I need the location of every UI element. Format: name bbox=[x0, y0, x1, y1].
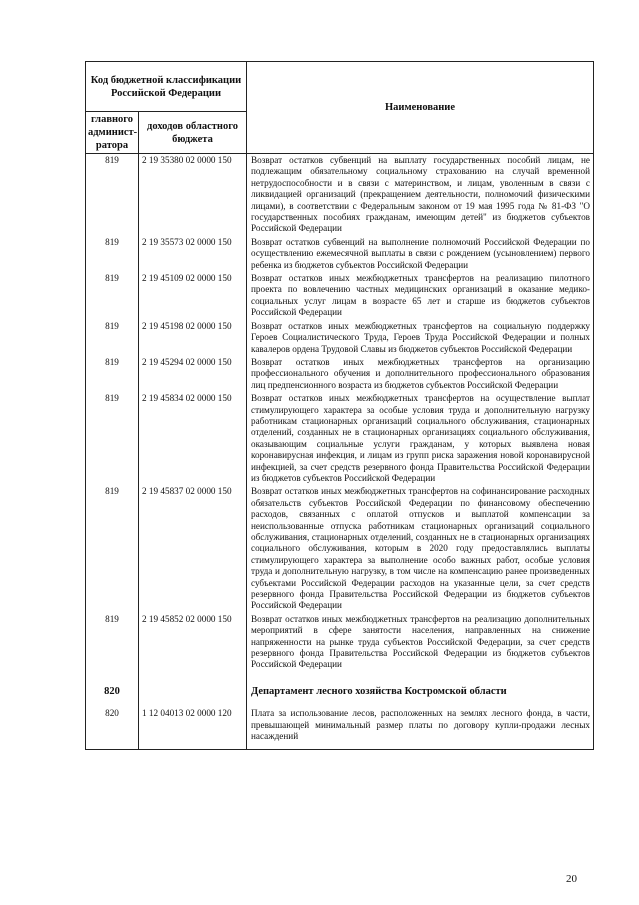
table-row bbox=[86, 356, 594, 392]
income-code: 2 19 45837 02 0000 150 bbox=[139, 485, 247, 612]
department-empty-cell bbox=[139, 672, 247, 707]
code-group-header: Код бюджетной классификации Российской Федерации bbox=[86, 62, 247, 112]
table-row bbox=[86, 320, 594, 356]
income-column-header: доходов областного бюджета bbox=[139, 112, 247, 154]
income-name: Плата за использование лесов, расположенных на землях лесного фонда, в части, превышающей минимальный размер платы по договору купли-продажи лесных насаждений bbox=[247, 707, 594, 749]
income-code: 2 19 45834 02 0000 150 bbox=[139, 392, 247, 485]
income-code: 2 19 45294 02 0000 150 bbox=[139, 356, 247, 392]
department-title: Департамент лесного хозяйства Костромской области bbox=[247, 672, 594, 707]
admin-code: 819 bbox=[86, 320, 139, 356]
table-row bbox=[86, 236, 594, 272]
income-name: Возврат остатков иных межбюджетных трансфертов на софинансирование расходных обязательств субъектов Российской Федерации по финансовому обеспечению расходов, связанных с оплатой отпусков и выплатой компенсации за неиспользованные отпуска работникам стационарных организаций социального обслуживания, стационарных отделений, созданных не в стационарных организациях социального обслуживания, которым в 2020 году предоставлялись выплаты стимулирующего характера за выполнение особо важных работ, особые условия труда и дополнительную нагрузку, в том числе на компенсацию ранее произведенных субъектами Российской Федерации расходов на указанные цели, за счет средств резервного фонда Правительства Российской Федерации из бюджетов субъектов Российской Федерации bbox=[247, 485, 594, 612]
income-code: 1 12 04013 02 0000 120 bbox=[139, 707, 247, 749]
income-code: 2 19 45198 02 0000 150 bbox=[139, 320, 247, 356]
department-admin-code: 820 bbox=[86, 672, 139, 707]
income-name: Возврат остатков иных межбюджетных трансфертов на социальную поддержку Героев Социалистического Труда, Героев Труда Российской Федерации и полных кавалеров ордена Трудовой Славы из бюджетов субъектов Российской Федерации bbox=[247, 320, 594, 356]
income-code: 2 19 45109 02 0000 150 bbox=[139, 272, 247, 320]
income-code: 2 19 35573 02 0000 150 bbox=[139, 236, 247, 272]
table-row bbox=[86, 154, 594, 236]
admin-code: 819 bbox=[86, 613, 139, 672]
name-column-header: Наименование bbox=[247, 62, 594, 154]
admin-code: 820 bbox=[86, 707, 139, 749]
income-name: Возврат остатков субвенций на выплату государственных пособий лицам, не подлежащим обязательному социальному страхованию на случай временной нетрудоспособности и в связи с материнством, и лицам, уволенным в связи с ликвидацией организаций (прекращением деятельности, полномочий физическими лицами), в соответствии с Федеральным законом от 19 мая 1995 года № 81-ФЗ "О государственных пособиях гражданам, имеющим детей" из бюджетов субъектов Российской Федерации bbox=[247, 154, 594, 236]
table-row bbox=[86, 707, 594, 749]
table-row bbox=[86, 485, 594, 612]
admin-code: 819 bbox=[86, 272, 139, 320]
income-name: Возврат остатков субвенций на выполнение полномочий Российской Федерации по осуществлению ежемесячной выплаты в связи с рождением (усыновлением) первого ребенка из бюджетов субъектов Российской Федерации bbox=[247, 236, 594, 272]
admin-code: 819 bbox=[86, 356, 139, 392]
budget-classification-table bbox=[85, 61, 594, 750]
admin-code: 819 bbox=[86, 485, 139, 612]
table-row bbox=[86, 392, 594, 485]
admin-code: 819 bbox=[86, 392, 139, 485]
income-name: Возврат остатков иных межбюджетных трансфертов на реализацию дополнительных мероприятий в сфере занятости населения, направленных на снижение напряженности на рынке труда субъектов Российской Федерации, за счет средств резервного фонда Правительства Российской Федерации из бюджетов субъектов Российской Федерации bbox=[247, 613, 594, 672]
admin-code: 819 bbox=[86, 154, 139, 236]
income-name: Возврат остатков иных межбюджетных трансфертов на осуществление выплат стимулирующего характера за особые условия труда и дополнительную нагрузку работникам стационарных организаций социального обслуживания, стационарных отделений, созданных не в стационарных организациях социального обслуживания, оказывающим социальные услуги гражданам, у которых выявлена новая коронавирусная инфекция, и лицам из групп риска заражения новой коронавирусной инфекцией, за счет средств резервного фонда Правительства Российской Федерации из бюджетов субъектов Российской Федерации bbox=[247, 392, 594, 485]
admin-column-header: главного админист-ратора bbox=[86, 112, 139, 154]
income-name: Возврат остатков иных межбюджетных трансфертов на организацию профессионального обучения и дополнительного профессионального образования лиц предпенсионного возраста из бюджетов субъектов Российской Федерации bbox=[247, 356, 594, 392]
income-code: 2 19 45852 02 0000 150 bbox=[139, 613, 247, 672]
department-row bbox=[86, 672, 594, 707]
income-code: 2 19 35380 02 0000 150 bbox=[139, 154, 247, 236]
income-name: Возврат остатков иных межбюджетных трансфертов на реализацию пилотного проекта по вовлечению частных медицинских организаций в оказание медико-социальных услуг лицам в возрасте 65 лет и старше из бюджетов субъектов Российской Федерации bbox=[247, 272, 594, 320]
table-row bbox=[86, 272, 594, 320]
admin-code: 819 bbox=[86, 236, 139, 272]
table-row bbox=[86, 613, 594, 672]
page-number: 20 bbox=[566, 873, 577, 885]
